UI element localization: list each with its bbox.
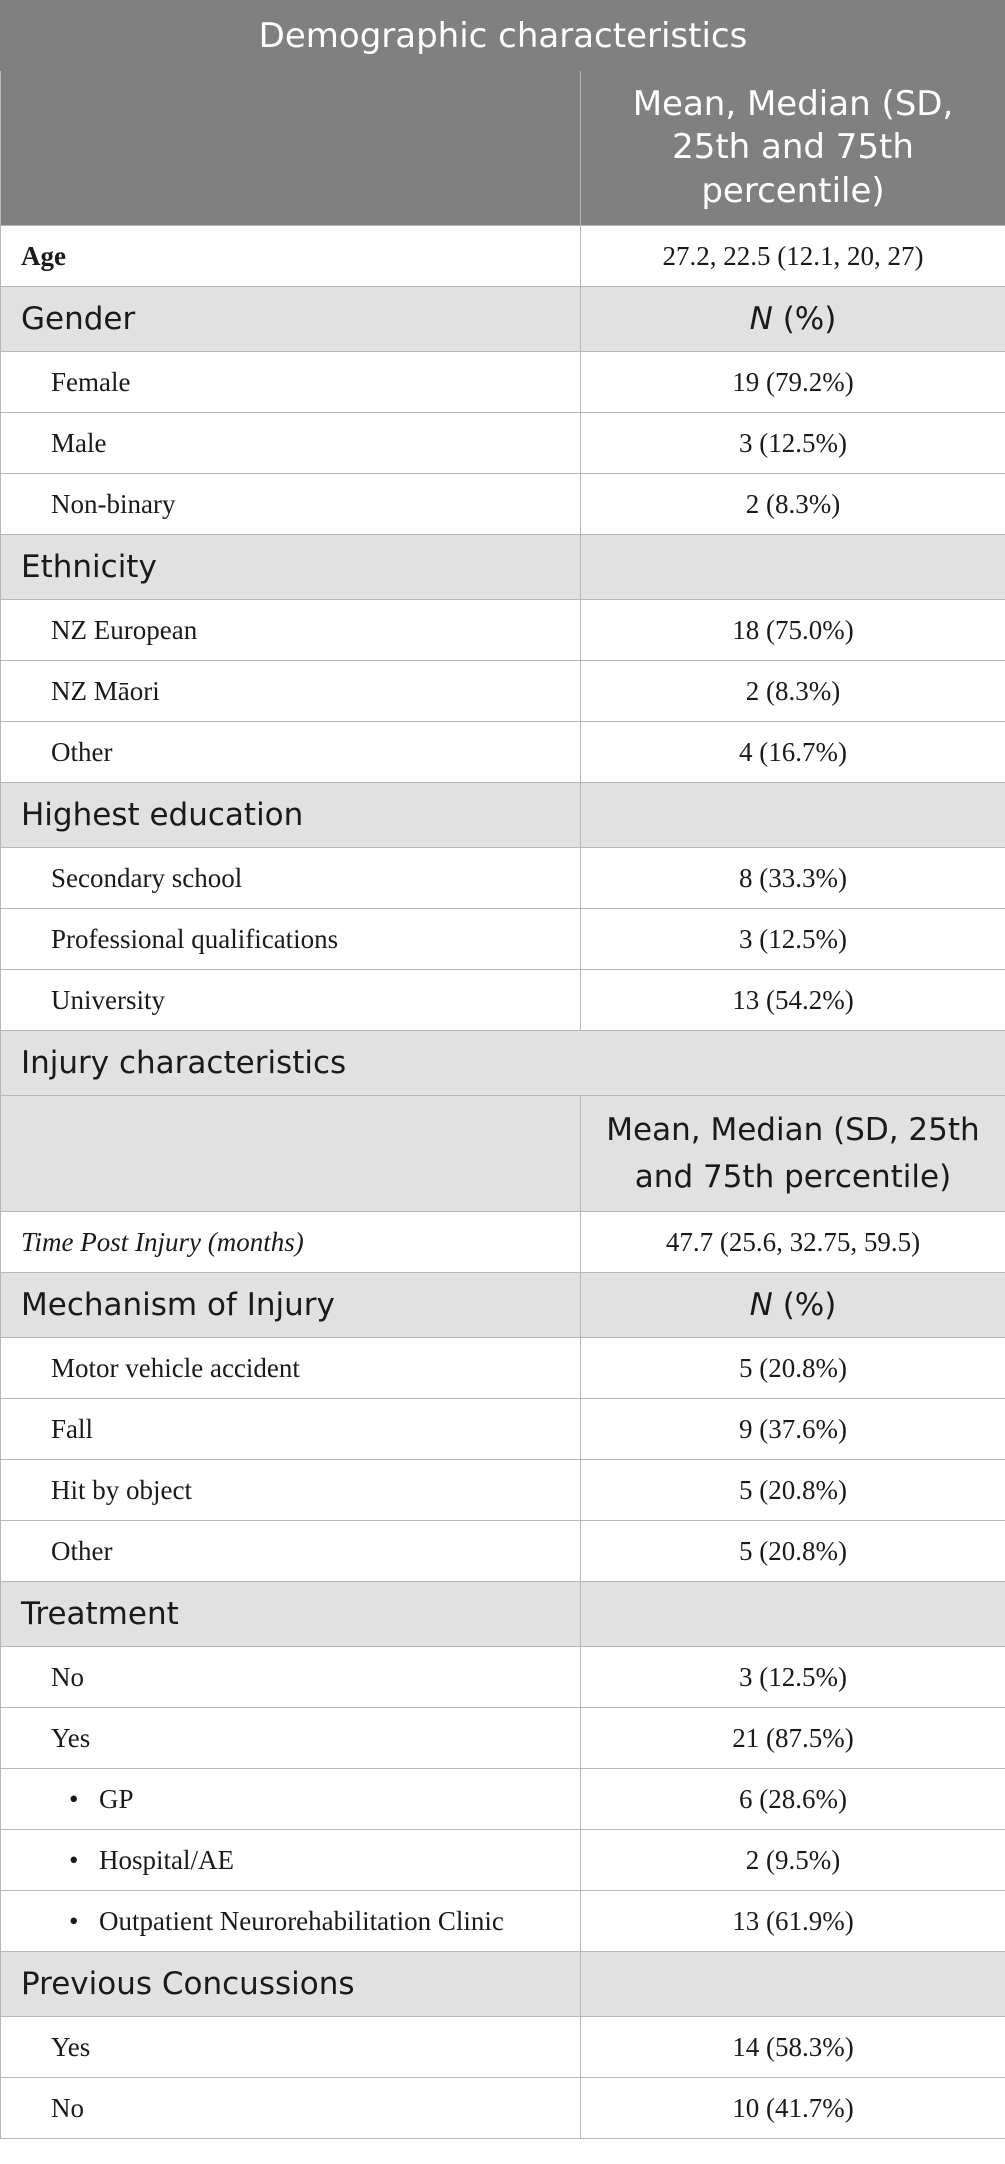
section-label: Mechanism of Injury xyxy=(1,1273,581,1338)
n-italic: N xyxy=(749,301,773,337)
row-value: 3 (12.5%) xyxy=(581,1647,1005,1708)
table-row xyxy=(1,1647,1005,1708)
row-value: 5 (20.8%) xyxy=(581,1338,1005,1399)
row-label: University xyxy=(1,970,581,1031)
table-title-row xyxy=(1,1,1005,71)
row-value: 3 (12.5%) xyxy=(581,909,1005,970)
row-label: Other xyxy=(1,1521,581,1582)
row-value: 6 (28.6%) xyxy=(581,1769,1005,1830)
section-header-treatment xyxy=(1,1582,1005,1647)
row-label: Non-binary xyxy=(1,474,581,535)
row-value: 18 (75.0%) xyxy=(581,600,1005,661)
column-header-value xyxy=(581,71,1005,226)
row-label: NZ Māori xyxy=(1,661,581,722)
section-label: Injury characteristics xyxy=(1,1031,1005,1096)
section-label: Previous Concussions xyxy=(1,1952,581,2017)
age-label: Age xyxy=(1,226,581,287)
row-label: Other xyxy=(1,722,581,783)
bullet-row-label xyxy=(1,1891,581,1952)
section-label: Highest education xyxy=(1,783,581,848)
row-value: 8 (33.3%) xyxy=(581,848,1005,909)
time-post-injury-value: 47.7 (25.6, 32.75, 59.5) xyxy=(581,1212,1005,1273)
injury-column-header-text: Mean, Median (SD, 25th and 75th percentile) xyxy=(606,1112,980,1195)
row-label: Hit by object xyxy=(1,1460,581,1521)
table-row xyxy=(1,1708,1005,1769)
row-label: Professional qualifications xyxy=(1,909,581,970)
row-value: 5 (20.8%) xyxy=(581,1521,1005,1582)
column-header-blank xyxy=(1,71,581,226)
table-row xyxy=(1,600,1005,661)
row-value: 10 (41.7%) xyxy=(581,2078,1005,2139)
row-label: GP xyxy=(99,1783,134,1814)
injury-column-header-row xyxy=(1,1096,1005,1212)
section-label: Gender xyxy=(1,287,581,352)
table-row xyxy=(1,1769,1005,1830)
section-label: Ethnicity xyxy=(1,535,581,600)
table-row xyxy=(1,661,1005,722)
section-header-mechanism xyxy=(1,1273,1005,1338)
section-header-ethnicity xyxy=(1,535,1005,600)
row-value: 2 (8.3%) xyxy=(581,661,1005,722)
row-label: Yes xyxy=(1,2017,581,2078)
section-header-education xyxy=(1,783,1005,848)
table-row xyxy=(1,1521,1005,1582)
section-header-concussions xyxy=(1,1952,1005,2017)
section-value-header xyxy=(581,1273,1005,1338)
table-row xyxy=(1,1830,1005,1891)
row-label: Female xyxy=(1,352,581,413)
row-value: 2 (8.3%) xyxy=(581,474,1005,535)
row-value: 13 (61.9%) xyxy=(581,1891,1005,1952)
section-value-header xyxy=(581,287,1005,352)
row-value: 4 (16.7%) xyxy=(581,722,1005,783)
bullet-icon: • xyxy=(69,1783,79,1814)
row-value: 3 (12.5%) xyxy=(581,413,1005,474)
table-row xyxy=(1,1338,1005,1399)
table-row xyxy=(1,352,1005,413)
row-value: 9 (37.6%) xyxy=(581,1399,1005,1460)
bullet-icon: • xyxy=(69,1905,79,1936)
percent-label: (%) xyxy=(772,301,837,337)
table-row xyxy=(1,1891,1005,1952)
section-value-empty xyxy=(581,535,1005,600)
row-label: Fall xyxy=(1,1399,581,1460)
column-header-row xyxy=(1,71,1005,226)
section-value-empty xyxy=(581,783,1005,848)
table-row xyxy=(1,1460,1005,1521)
injury-column-header-blank xyxy=(1,1096,581,1212)
column-header-value-text: Mean, Median (SD, 25th and 75th percentile) xyxy=(632,83,954,211)
bullet-icon: • xyxy=(69,1844,79,1875)
row-label: Hospital/AE xyxy=(99,1844,234,1875)
row-label: NZ European xyxy=(1,600,581,661)
row-label: Outpatient Neurorehabilitation Clinic xyxy=(99,1905,504,1936)
section-value-empty xyxy=(581,1582,1005,1647)
row-label: No xyxy=(1,1647,581,1708)
bullet-row-label xyxy=(1,1769,581,1830)
table-row xyxy=(1,226,1005,287)
table-row xyxy=(1,909,1005,970)
table-row xyxy=(1,1399,1005,1460)
section-value-empty xyxy=(581,1952,1005,2017)
n-italic: N xyxy=(749,1287,773,1323)
bullet-row-label xyxy=(1,1830,581,1891)
section-header-gender xyxy=(1,287,1005,352)
row-label: Male xyxy=(1,413,581,474)
row-value: 2 (9.5%) xyxy=(581,1830,1005,1891)
row-value: 5 (20.8%) xyxy=(581,1460,1005,1521)
table-row xyxy=(1,1212,1005,1273)
row-label: Motor vehicle accident xyxy=(1,1338,581,1399)
row-value: 21 (87.5%) xyxy=(581,1708,1005,1769)
row-label: Secondary school xyxy=(1,848,581,909)
table-row xyxy=(1,722,1005,783)
table-row xyxy=(1,413,1005,474)
row-value: 19 (79.2%) xyxy=(581,352,1005,413)
table-row xyxy=(1,2017,1005,2078)
row-value: 13 (54.2%) xyxy=(581,970,1005,1031)
injury-column-header-value xyxy=(581,1096,1005,1212)
row-value: 14 (58.3%) xyxy=(581,2017,1005,2078)
table-row xyxy=(1,474,1005,535)
row-label: No xyxy=(1,2078,581,2139)
table-row xyxy=(1,2078,1005,2139)
time-post-injury-label: Time Post Injury (months) xyxy=(1,1212,581,1273)
table-title: Demographic characteristics xyxy=(1,1,1005,71)
percent-label: (%) xyxy=(772,1287,837,1323)
age-value: 27.2, 22.5 (12.1, 20, 27) xyxy=(581,226,1005,287)
table-row xyxy=(1,848,1005,909)
table-row xyxy=(1,970,1005,1031)
section-header-injury xyxy=(1,1031,1005,1096)
section-label: Treatment xyxy=(1,1582,581,1647)
row-label: Yes xyxy=(1,1708,581,1769)
